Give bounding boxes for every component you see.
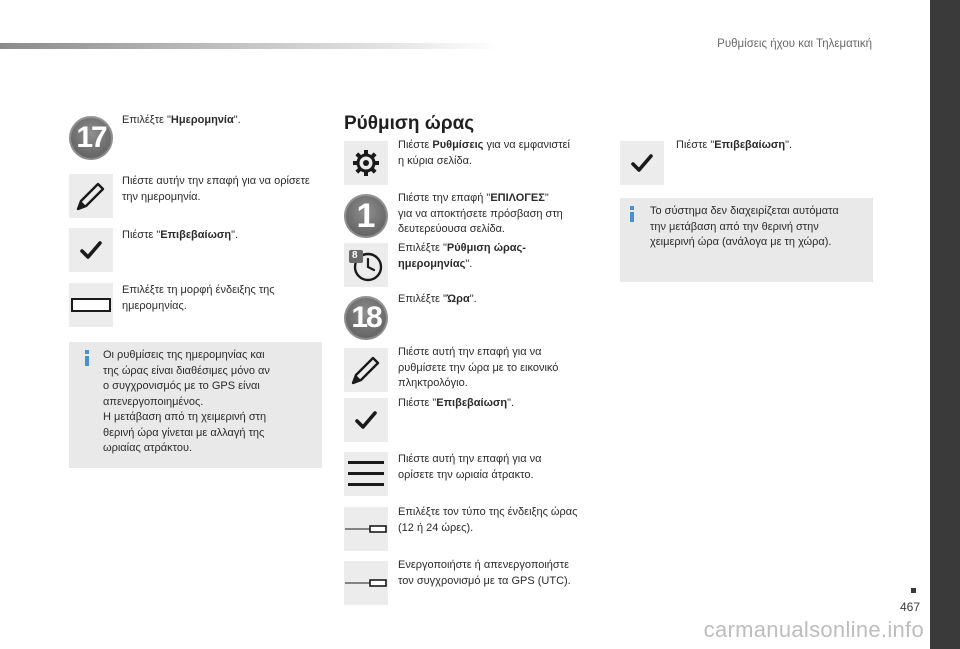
confirm-tile[interactable] (620, 141, 664, 185)
pencil-icon (347, 351, 385, 389)
left-info-box (69, 342, 322, 468)
badge-number: 17 (76, 121, 106, 154)
info-line: Οι ρυθμίσεις της ημερομηνίας και (103, 349, 265, 361)
pencil-icon (72, 177, 110, 215)
clock-tile[interactable] (344, 243, 388, 287)
info-line: ο συγχρονισμός με το GPS είναι (103, 380, 260, 392)
step-badge-1 (344, 194, 388, 238)
side-strip (930, 0, 960, 649)
left-step-confirm: Πιέστε "Επιβεβαίωση". (122, 229, 239, 241)
header-title: Ρυθμίσεις ήχου και Τηλεματική (717, 38, 872, 50)
toggle-tile[interactable] (344, 507, 388, 551)
toggle-slider-icon (344, 523, 388, 535)
mid-step-time-zone: Πιέστε αυτή την επαφή για να ορίσετε την ωριαία άτρακτο. (398, 453, 542, 481)
watermark: carmanualsonline.info (703, 617, 924, 642)
pencil-tile[interactable] (69, 174, 113, 218)
info-icon (83, 350, 91, 366)
checkmark-icon (631, 153, 653, 173)
info-line: την μετάβαση από την θερινή στην (650, 220, 819, 233)
format-tile[interactable] (69, 283, 113, 327)
pencil-tile[interactable] (344, 348, 388, 392)
info-line: ωριαίας ατράκτου. (103, 442, 193, 454)
mid-step-settings: Πιέστε Ρυθμίσεις για να εμφανιστεί η κύρια σελίδα. (398, 139, 570, 167)
step-badge-18 (344, 296, 388, 340)
badge-number: 1 (356, 196, 376, 235)
info-line: Η μετάβαση από τη χειμερινή στη (103, 411, 267, 423)
mid-step-time-date: Επιλέξτε "Ρύθμιση ώρας- ημερομηνίας". (398, 242, 526, 270)
info-line: απενεργοποιημένος. (103, 395, 204, 408)
clock-number: 8 (352, 250, 358, 261)
mid-step-gps-sync: Ενεργοποιήστε ή απενεργοποιήστε τον συγχρονισμό με τα GPS (UTC). (398, 559, 571, 587)
section-title-time: Ρύθμιση ώρας (344, 113, 475, 134)
info-line: Το σύστημα δεν διαχειρίζεται αυτόματα (650, 205, 839, 217)
toggle-slider-icon (344, 577, 388, 589)
left-step-set-date: Πιέστε αυτήν την επαφή για να ορίσετε την ημερομηνία. (122, 175, 310, 203)
left-step-select-date: Επιλέξτε "Ημερομηνία". (122, 114, 241, 126)
mid-step-options: Πιέστε την επαφή "ΕΠΙΛΟΓΕΣ" για να αποκτήσετε πρόσβαση στη δευτερεύουσα σελίδα. (398, 192, 563, 235)
menu-lines-icon (348, 459, 384, 489)
confirm-tile[interactable] (344, 398, 388, 442)
page-marker (911, 588, 916, 593)
settings-tile[interactable] (344, 141, 388, 185)
header-gradient-bar (0, 43, 500, 49)
step-badge-17 (69, 116, 113, 160)
left-step-date-format: Επιλέξτε τη μορφή ένδειξης της ημερομηνίας. (122, 284, 275, 312)
confirm-tile[interactable] (69, 228, 113, 272)
right-info-box (620, 198, 873, 282)
mid-step-set-time: Πιέστε αυτή την επαφή για να ρυθμίσετε την ώρα με το εικονικό πληκτρολόγιο. (398, 346, 559, 389)
mid-step-select-time: Επιλέξτε "Ώρα". (398, 293, 477, 305)
mid-step-confirm: Πιέστε "Επιβεβαίωση". (398, 397, 515, 409)
format-bar-icon (71, 298, 111, 312)
info-line: της ώρας είναι διαθέσιμες μόνο αν (103, 364, 270, 377)
badge-number: 18 (351, 301, 381, 334)
info-line: χειμερινή ώρα (ανάλογα με τη χώρα). (650, 236, 832, 248)
toggle-tile[interactable] (344, 561, 388, 605)
menu-tile[interactable] (344, 452, 388, 496)
mid-step-hour-format: Επιλέξτε τον τύπο της ένδειξης ώρας (12 ή 24 ώρες). (398, 506, 578, 534)
gear-icon (352, 149, 380, 177)
checkmark-icon (80, 240, 102, 260)
checkmark-icon (355, 410, 377, 430)
page-number: 467 (899, 600, 920, 614)
info-icon (628, 206, 636, 222)
right-step-confirm: Πιέστε "Επιβεβαίωση". (676, 139, 793, 151)
info-line: θερινή ώρα γίνεται με αλλαγή της (103, 426, 265, 439)
